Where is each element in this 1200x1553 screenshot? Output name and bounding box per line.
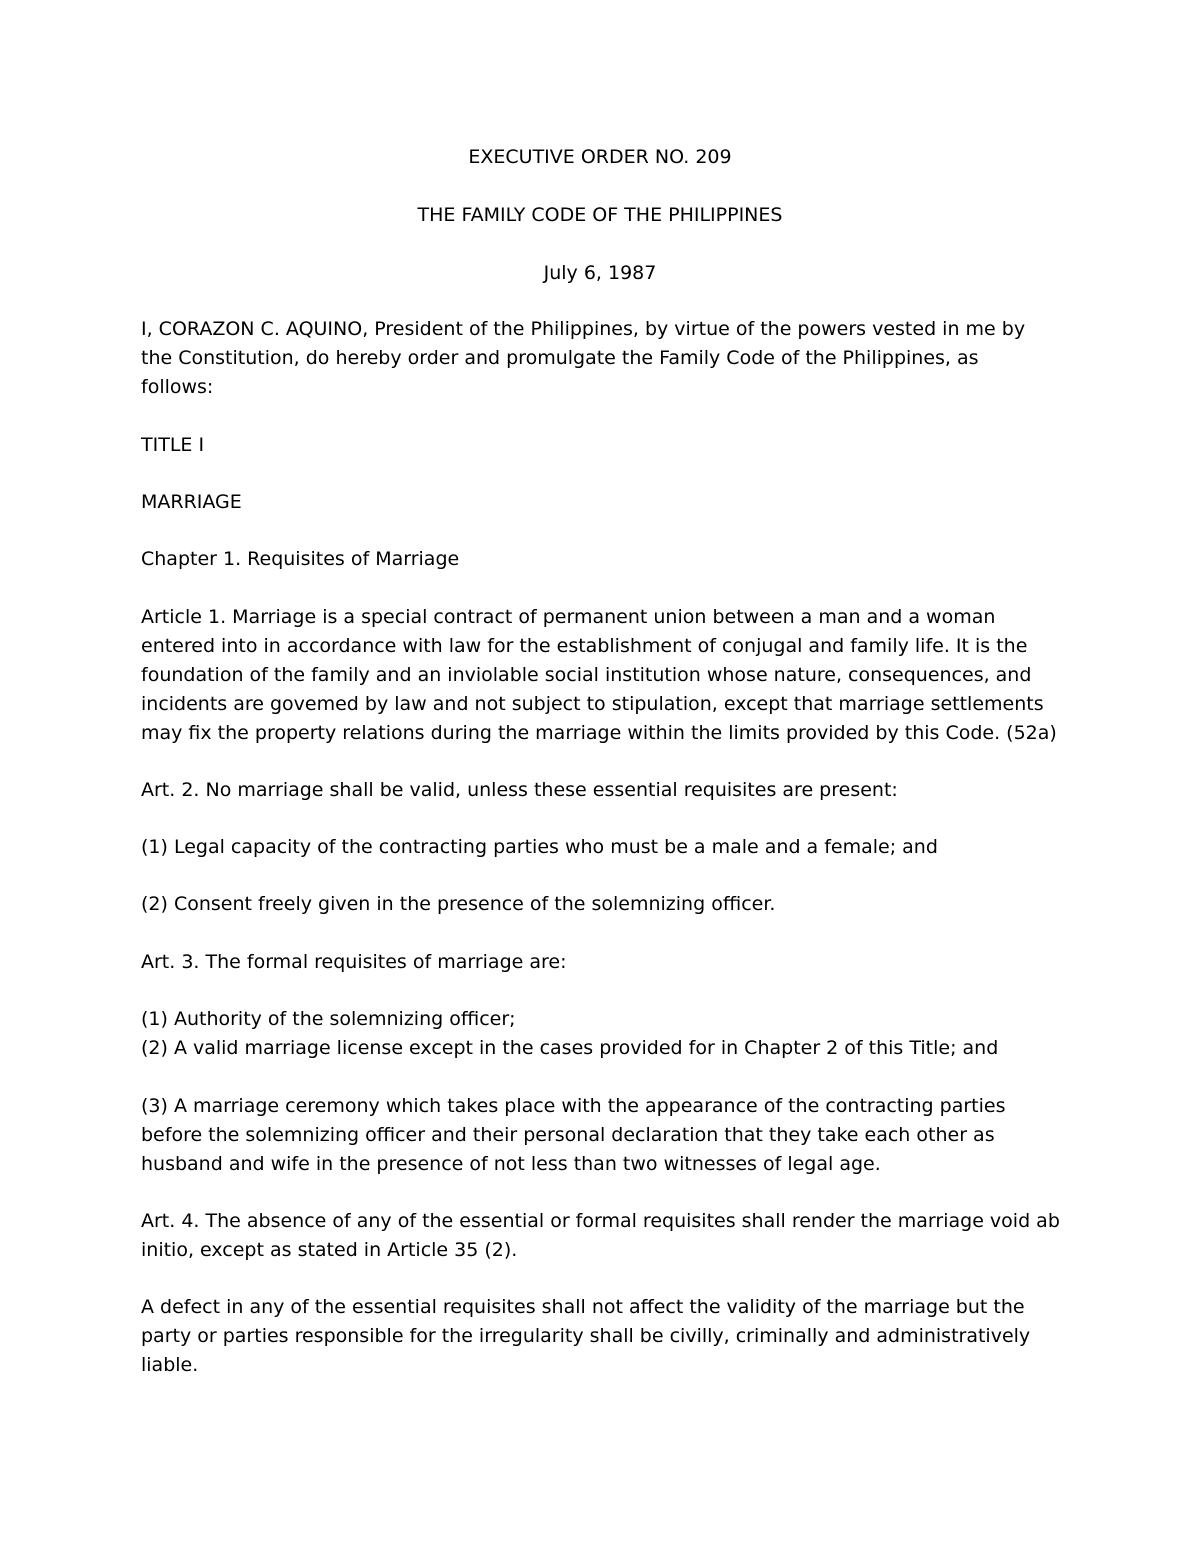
- article-4-paragraph: [141, 1207, 1061, 1265]
- article-3-intro: Art. 3. The formal requisites of marriage are:: [141, 951, 567, 973]
- article-4-defect-line: A defect in any of the essential requisites shall not affect the validity of the marriage but the: [141, 1296, 1025, 1318]
- article-3-item-3-line: husband and wife in the presence of not less than two witnesses of legal age.: [141, 1153, 881, 1175]
- code-title: THE FAMILY CODE OF THE PHILIPPINES: [417, 204, 783, 226]
- title-label: TITLE I: [141, 434, 205, 456]
- article-1-paragraph: [141, 603, 1061, 748]
- article-2-intro: Art. 2. No marriage shall be valid, unless these essential requisites are present:: [141, 779, 898, 801]
- article-2-item-2: (2) Consent freely given in the presence of the solemnizing officer.: [141, 893, 776, 915]
- title-name: MARRIAGE: [141, 491, 242, 513]
- article-3-item-3-line: (3) A marriage ceremony which takes place with the appearance of the contracting parties: [141, 1095, 1006, 1117]
- article-4-line: initio, except as stated in Article 35 (2).: [141, 1239, 518, 1261]
- article-1-line: incidents are govemed by law and not subject to stipulation, except that marriage settlements: [141, 693, 1044, 715]
- article-1-line: may fix the property relations during the marriage within the limits provided by this Code. (52a): [141, 722, 1057, 744]
- article-4-defect-line: liable.: [141, 1354, 199, 1376]
- order-date: July 6, 1987: [543, 262, 657, 284]
- chapter-heading: Chapter 1. Requisites of Marriage: [141, 548, 460, 570]
- article-3-item-3-line: before the solemnizing officer and their personal declaration that they take each other as: [141, 1124, 995, 1146]
- preamble-line: follows:: [141, 376, 214, 398]
- preamble-line: I, CORAZON C. AQUINO, President of the Philippines, by virtue of the powers vested in me by: [141, 318, 1026, 340]
- preamble-line: the Constitution, do hereby order and promulgate the Family Code of the Philippines, as: [141, 347, 979, 369]
- article-2-item-1: (1) Legal capacity of the contracting parties who must be a male and a female; and: [141, 836, 938, 858]
- order-number: EXECUTIVE ORDER NO. 209: [468, 146, 732, 168]
- article-1-line: foundation of the family and an inviolable social institution whose nature, consequences, and: [141, 664, 1032, 686]
- article-3-item-line: (2) A valid marriage license except in the cases provided for in Chapter 2 of this Title; and: [141, 1037, 999, 1059]
- article-1-line: entered into in accordance with law for the establishment of conjugal and family life. It is the: [141, 635, 1028, 657]
- preamble-paragraph: [141, 315, 1061, 402]
- article-4-defect-paragraph: [141, 1293, 1061, 1380]
- article-4-line: Art. 4. The absence of any of the essential or formal requisites shall render the marriage void ab: [141, 1210, 1060, 1232]
- article-3-items: [141, 1005, 1061, 1063]
- article-3-item-line: (1) Authority of the solemnizing officer;: [141, 1008, 516, 1030]
- article-1-line: Article 1. Marriage is a special contract of permanent union between a man and a woman: [141, 606, 996, 628]
- article-3-item-3: [141, 1092, 1061, 1179]
- article-4-defect-line: party or parties responsible for the irregularity shall be civilly, criminally and administratively: [141, 1325, 1031, 1347]
